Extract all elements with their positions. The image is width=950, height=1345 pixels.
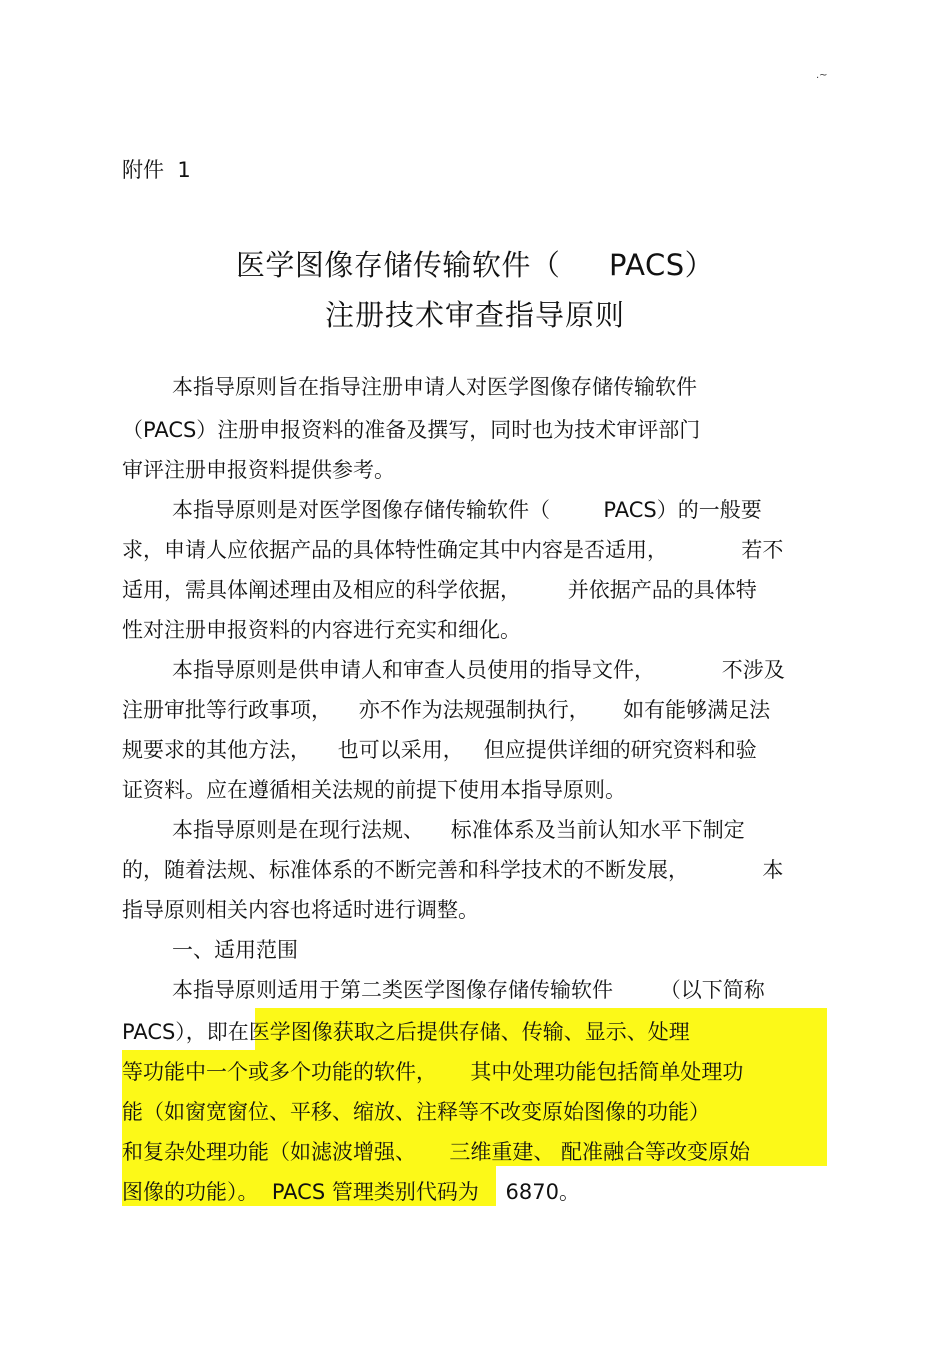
paragraph-line: 本指导原则旨在指导注册申请人对医学图像存储传输软件 [172,375,697,399]
paragraph-line: 审评注册申报资料提供参考。 [122,458,395,482]
paragraph-line: 能（如窗宽窗位、平移、缩放、注释等不改变原始图像的功能） [122,1100,710,1124]
paragraph-line: 和复杂处理功能（如滤波增强、 三维重建、 配准融合等改变原始 [122,1140,751,1164]
section-heading: 一、适用范围 [172,938,298,962]
paragraph-line: 性对注册申报资料的内容进行充实和细化。 [122,618,521,642]
paragraph-line: 本指导原则适用于第二类医学图像存储传输软件 （以下简称 [172,978,765,1002]
paragraph-line: 指导原则相关内容也将适时进行调整。 [122,898,479,922]
paragraph-line: 适用，需具体阐述理由及相应的科学依据， 并依据产品的具体特 [122,578,757,602]
document-title-line-2: 注册技术审查指导原则 [324,298,625,332]
paragraph-line: （PACS）注册申报资料的准备及撰写，同时也为技术审评部门 [122,418,701,442]
attachment-label: 附件 1 [122,158,191,182]
paragraph-line: 等功能中一个或多个功能的软件， 其中处理功能包括简单处理功 [122,1060,744,1084]
paragraph-line: 本指导原则是对医学图像存储传输软件（ PACS）的一般要 [172,498,762,522]
paragraph-line: 的，随着法规、标准体系的不断完善和科学技术的不断发展， 本 [122,858,784,882]
document-title-line-1: 医学图像存储传输软件（ PACS） [235,248,715,282]
corner-mark: .~ [816,70,828,81]
paragraph-line: 本指导原则是在现行法规、 标准体系及当前认知水平下制定 [172,818,745,842]
paragraph-line: 规要求的其他方法， 也可以采用， 但应提供详细的研究资料和验 [122,738,757,762]
paragraph-line: 证资料。应在遵循相关法规的前提下使用本指导原则。 [122,778,626,802]
paragraph-line: 图像的功能）。 PACS 管理类别代码为 6870。 [122,1180,580,1204]
paragraph-line: 本指导原则是供申请人和审查人员使用的指导文件， 不涉及 [172,658,785,682]
paragraph-line: 求，申请人应依据产品的具体特性确定其中内容是否适用， 若不 [122,538,784,562]
paragraph-line: 注册审批等行政事项， 亦不作为法规强制执行， 如有能够满足法 [122,698,771,722]
paragraph-line: PACS），即在医学图像获取之后提供存储、传输、显示、处理 [122,1020,690,1044]
